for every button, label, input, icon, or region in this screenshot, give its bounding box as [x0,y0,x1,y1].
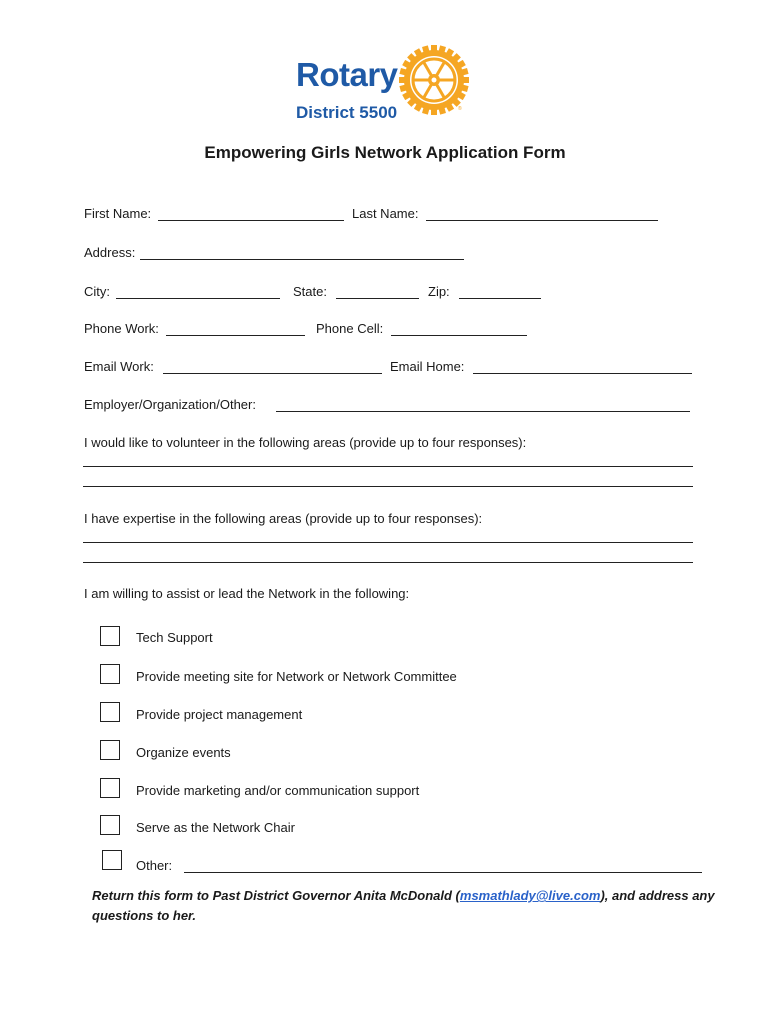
volunteer-line-1[interactable] [83,466,693,467]
zip-field[interactable] [459,298,541,299]
option-label: Provide marketing and/or communication support [136,783,420,798]
first-name-label: First Name: [84,206,152,221]
option-label: Tech Support [136,630,213,645]
email-home-label: Email Home: [390,359,465,374]
city-field[interactable] [116,298,280,299]
address-field[interactable] [140,259,464,260]
email-work-field[interactable] [163,373,382,374]
employer-label: Employer/Organization/Other: [84,397,256,412]
option-label: Provide meeting site for Network or Network Committee [136,669,457,684]
footer-text: Return this form to Past District Governor Anita McDonald ( [92,888,460,903]
expertise-line-2[interactable] [83,562,693,563]
footer-text: ), and address any questions to her. [92,888,715,923]
zip-label: Zip: [428,284,450,299]
option-label: Organize events [136,745,231,760]
assist-question: I am willing to assist or lead the Network in the following: [84,586,410,601]
rotary-wheel-icon [398,44,470,116]
rotary-wordmark: Rotary [296,56,398,93]
tech-support-checkbox[interactable] [100,626,120,646]
contact-email-link[interactable]: msmathlady@live.com [459,888,601,903]
volunteer-question: I would like to volunteer in the following areas (provide up to four responses): [84,435,527,450]
last-name-field[interactable] [426,220,658,221]
first-name-field[interactable] [158,220,344,221]
svg-text:®: ® [458,106,462,112]
city-label: City: [84,284,110,299]
state-field[interactable] [336,298,419,299]
email-work-label: Email Work: [84,359,154,374]
other-field[interactable] [184,872,702,873]
address-label: Address: [84,245,136,260]
project-management-checkbox[interactable] [100,702,120,722]
network-chair-checkbox[interactable] [100,815,120,835]
expertise-line-1[interactable] [83,542,693,543]
return-instructions [92,886,732,926]
phone-cell-field[interactable] [391,335,527,336]
option-label: Provide project management [136,707,303,722]
marketing-checkbox[interactable] [100,778,120,798]
meeting-site-checkbox[interactable] [100,664,120,684]
phone-work-field[interactable] [166,335,305,336]
phone-work-label: Phone Work: [84,321,159,336]
other-checkbox[interactable] [102,850,122,870]
employer-field[interactable] [276,411,690,412]
organize-events-checkbox[interactable] [100,740,120,760]
last-name-label: Last Name: [352,206,419,221]
form-title: Empowering Girls Network Application Form [204,143,566,162]
email-home-field[interactable] [473,373,692,374]
volunteer-line-2[interactable] [83,486,693,487]
district-label: District 5500 [296,103,398,122]
option-label: Other: [136,858,173,873]
expertise-question: I have expertise in the following areas (provide up to four responses): [84,511,483,526]
state-label: State: [293,284,327,299]
option-label: Serve as the Network Chair [136,820,295,835]
phone-cell-label: Phone Cell: [316,321,384,336]
